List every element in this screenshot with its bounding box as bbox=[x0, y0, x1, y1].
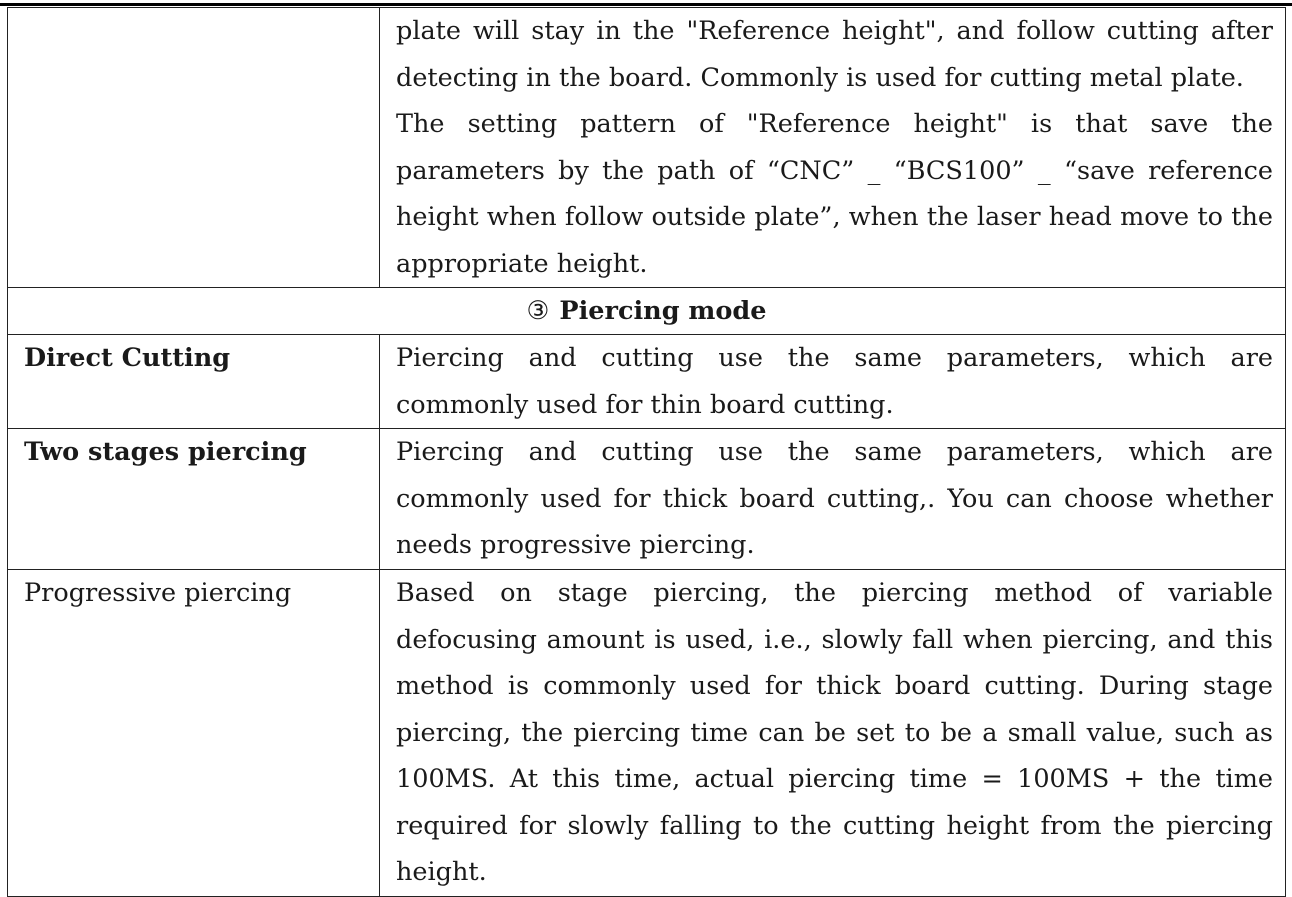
mode-name: Two stages piercing bbox=[8, 429, 380, 570]
parameter-table bbox=[7, 7, 1286, 897]
section-number: ③ bbox=[526, 296, 550, 326]
description-paragraph: The setting pattern of "Reference height" is that save the parameters by the path of “CNC” _ “BCS100” _ “save reference height when follow outside plate”, when the laser head move to the appropriate height. bbox=[396, 109, 1273, 279]
section-title: Piercing mode bbox=[559, 296, 767, 326]
section-header-row bbox=[8, 288, 1286, 335]
row-description bbox=[380, 8, 1286, 288]
description-paragraph: plate will stay in the "Reference height", and follow cutting after detecting in the board. Commonly is used for cutting metal plate. bbox=[396, 16, 1273, 93]
table-row bbox=[8, 570, 1286, 897]
table-row bbox=[8, 335, 1286, 429]
mode-name: Direct Cutting bbox=[8, 335, 380, 429]
mode-description bbox=[380, 429, 1286, 570]
mode-description bbox=[380, 570, 1286, 897]
section-header bbox=[8, 288, 1286, 335]
description-paragraph: Based on stage piercing, the piercing method of variable defocusing amount is used, i.e., slowly fall when piercing, and this method is commonly used for thick board cutting. During stage piercing, the piercing time can be set to be a small value, such as 100MS. At this time, actual piercing time = 100MS + the time required for slowly falling to the cutting height from the piercing height. bbox=[396, 578, 1273, 887]
row-label-empty bbox=[8, 8, 380, 288]
table-row bbox=[8, 429, 1286, 570]
description-paragraph: Piercing and cutting use the same parameters, which are commonly used for thin board cutting. bbox=[396, 343, 1273, 420]
mode-description bbox=[380, 335, 1286, 429]
description-paragraph: Piercing and cutting use the same parameters, which are commonly used for thick board cutting,. You can choose whether needs progressive piercing. bbox=[396, 437, 1273, 560]
table-row bbox=[8, 8, 1286, 288]
top-rule bbox=[0, 3, 1292, 6]
mode-name: Progressive piercing bbox=[8, 570, 380, 897]
